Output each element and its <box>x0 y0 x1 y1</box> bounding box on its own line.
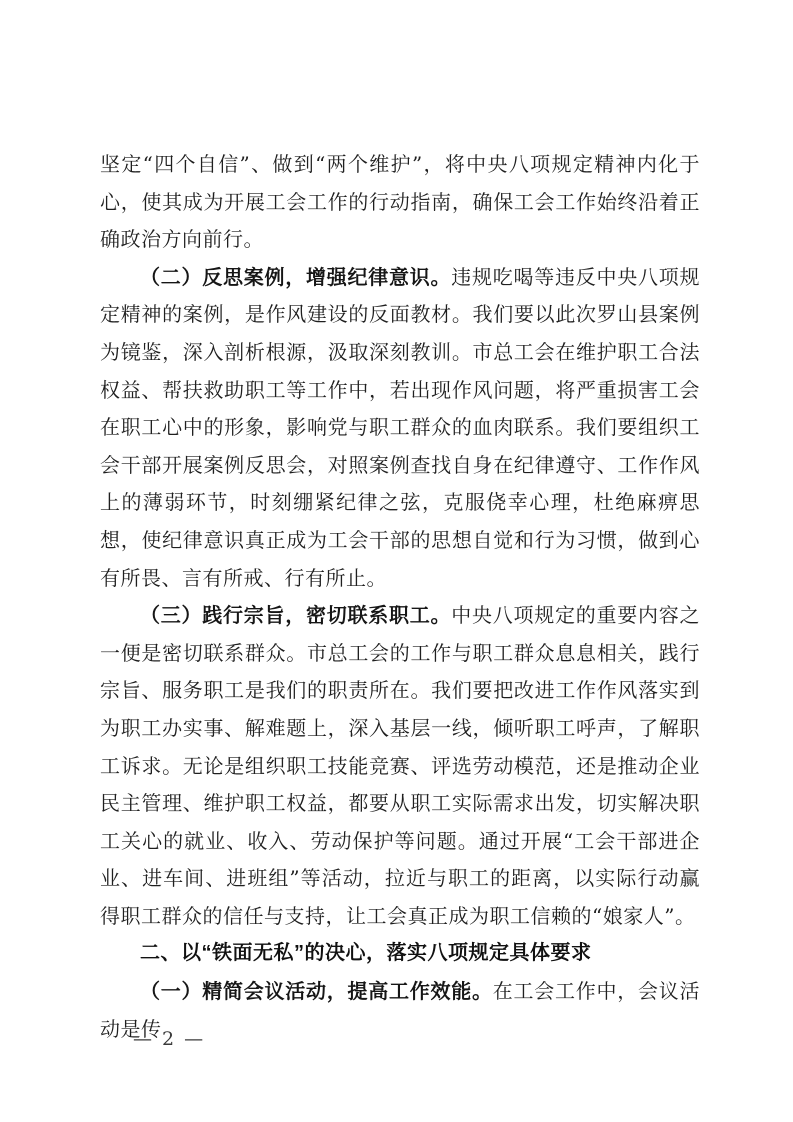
paragraph-section-3-lead: （三）践行宗旨，密切联系职工。 <box>140 603 452 628</box>
document-body <box>100 146 700 1048</box>
paragraph-section-2-text: 违规吃喝等违反中央八项规定精神的案例，是作风建设的反面教材。我们要以此次罗山县案例为镜鉴，深入剖析根源，汲取深刻教训。市总工会在维护职工合法权益、帮扶救助职工等工作中，若出现作风问题，将严重损害工会在职工心中的形象，影响党与职工群众的血肉联系。我们要组织工会干部开展案例反思会，对照案例查找自身在纪律遵守、工作作风上的薄弱环节，时刻绷紧纪律之弦，克服侥幸心理，杜绝麻痹思想，使纪律意识真正成为工会干部的思想自觉和行为习惯，做到心有所畏、言有所戒、行有所止。 <box>100 264 700 590</box>
section-heading: 二、以“铁面无私”的决心，落实八项规定具体要求 <box>140 942 592 965</box>
paragraph-section-1-of-part-2-lead: （一）精简会议活动，提高工作效能。 <box>140 979 493 1004</box>
paragraph-section-3-text: 中央八项规定的重要内容之一便是密切联系群众。市总工会的工作与职工群众息息相关，践行宗旨、服务职工是我们的职责所在。我们要把改进工作作风落实到为职工办实事、解难题上，深入基层一线，倾听职工呼声，了解职工诉求。无论是组织职工技能竞赛、评选劳动模范，还是推动企业民主管理、维护职工权益，都要从职工实际需求出发，切实解决职工关心的就业、收入、劳动保护等问题。通过开展“工会干部进企业、进车间、进班组”等活动，拉近与职工的距离，以实际行动赢得职工群众的信任与支持，让工会真正成为职工信赖的“娘家人”。 <box>100 603 700 928</box>
paragraph-section-2-lead: （二）反思案例，增强纪律意识。 <box>140 264 452 289</box>
paragraph-continuation: 坚定“四个自信”、做到“两个维护”，将中央八项规定精神内化于心，使其成为开展工会工作的行动指南，确保工会工作始终沿着正确政治方向前行。 <box>100 152 700 252</box>
page-footer <box>133 1028 205 1050</box>
paragraph-section-3 <box>100 597 700 935</box>
paragraph-section-1-of-part-2-text: 在工会工作中，会议活动是传 <box>100 979 700 1041</box>
paragraph-section-2 <box>100 259 700 597</box>
page-number: — 2 — <box>133 1028 206 1050</box>
